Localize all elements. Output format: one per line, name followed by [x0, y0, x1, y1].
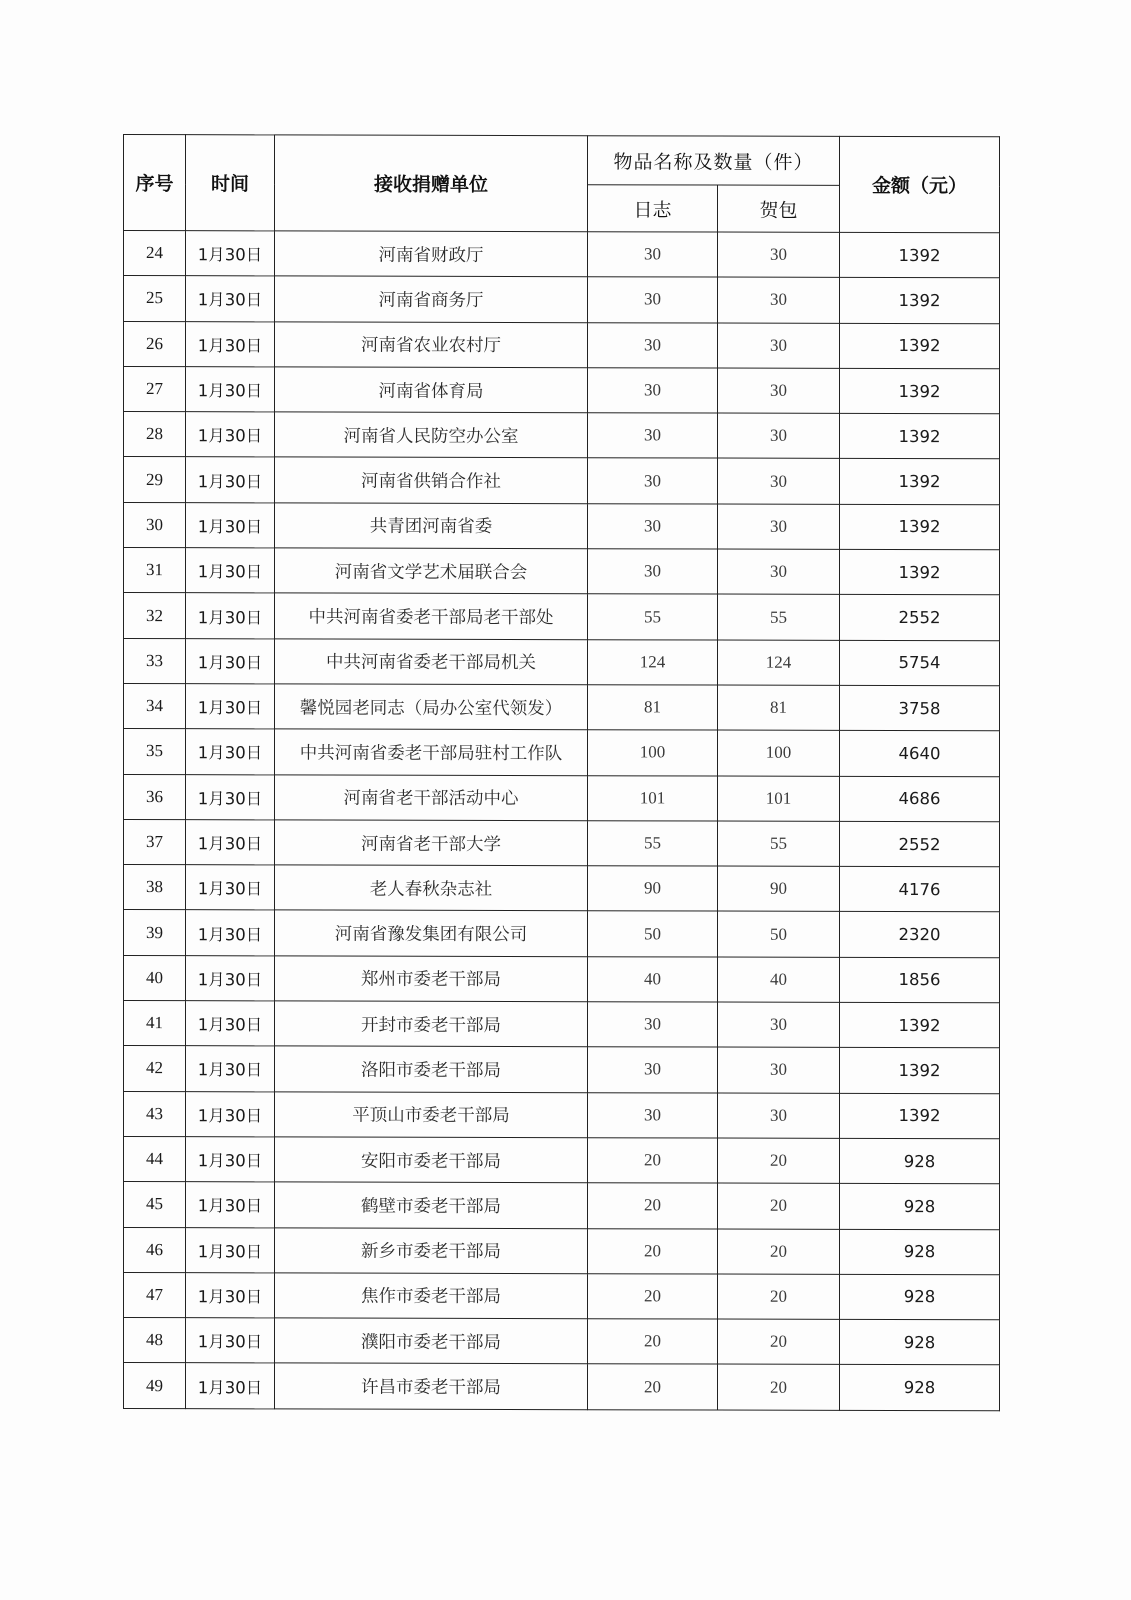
- cell-date: 1月30日: [186, 1046, 275, 1092]
- cell-qty-gift-pack: 20: [718, 1274, 840, 1320]
- cell-seq: 49: [124, 1363, 186, 1408]
- cell-amount: 928: [840, 1138, 1000, 1184]
- cell-qty-gift-pack: 101: [718, 776, 840, 822]
- cell-qty-gift-pack: 20: [718, 1364, 840, 1410]
- cell-qty-gift-pack: 30: [718, 1047, 840, 1093]
- cell-unit: 河南省文学艺术届联合会: [275, 548, 588, 594]
- cell-date: 1月30日: [186, 1091, 275, 1137]
- cell-qty-journal: 30: [588, 503, 718, 549]
- cell-date: 1月30日: [186, 684, 275, 730]
- cell-unit: 濮阳市委老干部局: [275, 1318, 588, 1364]
- cell-unit: 鹤壁市委老干部局: [275, 1182, 588, 1228]
- cell-seq: 27: [124, 366, 186, 411]
- header-item-journal: 日志: [588, 185, 718, 232]
- cell-unit: 平顶山市委老干部局: [275, 1092, 588, 1138]
- header-row-top: [124, 135, 1000, 186]
- cell-seq: 32: [124, 593, 186, 638]
- cell-date: 1月30日: [186, 321, 275, 367]
- cell-amount: 4686: [840, 776, 1000, 822]
- donation-table: [123, 134, 1000, 1411]
- cell-amount: 1392: [840, 549, 1000, 595]
- header-date: 时间: [186, 135, 275, 231]
- cell-unit: 安阳市委老干部局: [275, 1137, 588, 1183]
- cell-qty-journal: 100: [588, 730, 718, 776]
- cell-qty-gift-pack: 55: [718, 821, 840, 867]
- table-row: [124, 502, 1000, 550]
- cell-seq: 44: [124, 1136, 186, 1181]
- cell-date: 1月30日: [186, 955, 275, 1001]
- cell-qty-journal: 20: [588, 1364, 718, 1410]
- cell-qty-journal: 20: [588, 1138, 718, 1184]
- cell-qty-gift-pack: 30: [718, 1093, 840, 1139]
- cell-seq: 43: [124, 1091, 186, 1136]
- cell-qty-journal: 55: [588, 594, 718, 640]
- cell-qty-journal: 50: [588, 911, 718, 957]
- cell-seq: 30: [124, 502, 186, 547]
- table-row: [124, 1091, 1000, 1139]
- cell-unit: 河南省农业农村厅: [275, 321, 588, 367]
- cell-qty-gift-pack: 50: [718, 912, 840, 958]
- cell-unit: 新乡市委老干部局: [275, 1227, 588, 1273]
- table-header: [124, 135, 1000, 233]
- cell-amount: 2552: [840, 595, 1000, 641]
- cell-amount: 928: [840, 1229, 1000, 1275]
- table-row: [124, 955, 1000, 1003]
- table-row: [124, 1363, 1000, 1411]
- table-row: [124, 276, 1000, 324]
- cell-amount: 1392: [840, 232, 1000, 278]
- cell-seq: 33: [124, 638, 186, 683]
- cell-unit: 河南省商务厅: [275, 276, 588, 322]
- cell-seq: 31: [124, 548, 186, 593]
- cell-qty-journal: 20: [588, 1228, 718, 1274]
- cell-unit: 中共河南省委老干部局老干部处: [275, 593, 588, 639]
- cell-seq: 28: [124, 412, 186, 457]
- cell-qty-journal: 101: [588, 775, 718, 821]
- cell-amount: 928: [840, 1320, 1000, 1366]
- cell-qty-gift-pack: 124: [718, 640, 840, 686]
- cell-amount: 1392: [840, 1093, 1000, 1139]
- cell-amount: 1392: [840, 414, 1000, 460]
- cell-date: 1月30日: [186, 548, 275, 594]
- cell-date: 1月30日: [186, 865, 275, 911]
- cell-qty-journal: 30: [588, 1047, 718, 1093]
- cell-unit: 馨悦园老同志（局办公室代领发）: [275, 684, 588, 730]
- cell-qty-gift-pack: 90: [718, 866, 840, 912]
- cell-seq: 35: [124, 729, 186, 774]
- cell-seq: 39: [124, 910, 186, 955]
- cell-qty-gift-pack: 30: [718, 504, 840, 550]
- cell-qty-gift-pack: 30: [718, 323, 840, 369]
- cell-date: 1月30日: [186, 593, 275, 639]
- cell-qty-gift-pack: 81: [718, 685, 840, 731]
- cell-amount: 1392: [840, 1002, 1000, 1048]
- cell-qty-journal: 20: [588, 1183, 718, 1229]
- cell-unit: 河南省老干部大学: [275, 820, 588, 866]
- cell-qty-journal: 30: [588, 413, 718, 459]
- table-row: [124, 1272, 1000, 1320]
- cell-unit: 河南省豫发集团有限公司: [275, 910, 588, 956]
- cell-seq: 38: [124, 865, 186, 910]
- cell-amount: 4176: [840, 867, 1000, 913]
- header-seq: 序号: [124, 135, 186, 231]
- cell-qty-gift-pack: 20: [718, 1229, 840, 1275]
- cell-date: 1月30日: [186, 276, 275, 322]
- table-row: [124, 1318, 1000, 1366]
- cell-date: 1月30日: [186, 1318, 275, 1364]
- table-row: [124, 865, 1000, 913]
- table-row: [124, 819, 1000, 867]
- cell-date: 1月30日: [186, 502, 275, 548]
- table-row: [124, 1136, 1000, 1184]
- cell-qty-journal: 30: [588, 549, 718, 595]
- cell-qty-gift-pack: 30: [718, 1002, 840, 1048]
- cell-amount: 928: [840, 1365, 1000, 1411]
- cell-unit: 共青团河南省委: [275, 503, 588, 549]
- cell-amount: 1856: [840, 957, 1000, 1003]
- cell-amount: 4640: [840, 731, 1000, 777]
- cell-amount: 2320: [840, 912, 1000, 958]
- cell-unit: 老人春秋杂志社: [275, 865, 588, 911]
- cell-qty-journal: 20: [588, 1274, 718, 1320]
- header-amount: 金额（元）: [840, 136, 1000, 232]
- header-items-group: 物品名称及数量（件）: [588, 136, 840, 186]
- cell-amount: 1392: [840, 323, 1000, 369]
- cell-qty-gift-pack: 30: [718, 368, 840, 414]
- cell-seq: 29: [124, 457, 186, 502]
- cell-date: 1月30日: [186, 1272, 275, 1318]
- cell-qty-gift-pack: 100: [718, 730, 840, 776]
- table-row: [124, 910, 1000, 958]
- table-row: [124, 231, 1000, 279]
- cell-qty-journal: 30: [588, 232, 718, 278]
- cell-date: 1月30日: [186, 1137, 275, 1183]
- cell-qty-journal: 20: [588, 1319, 718, 1365]
- table-row: [124, 1182, 1000, 1230]
- cell-qty-journal: 30: [588, 277, 718, 323]
- cell-date: 1月30日: [186, 638, 275, 684]
- cell-date: 1月30日: [186, 367, 275, 413]
- cell-qty-journal: 30: [588, 322, 718, 368]
- header-unit: 接收捐赠单位: [275, 135, 588, 232]
- cell-seq: 24: [124, 231, 186, 276]
- cell-unit: 河南省供销合作社: [275, 457, 588, 503]
- cell-unit: 河南省体育局: [275, 367, 588, 413]
- cell-amount: 3758: [840, 685, 1000, 731]
- cell-amount: 1392: [840, 1048, 1000, 1094]
- cell-seq: 46: [124, 1227, 186, 1272]
- cell-qty-gift-pack: 20: [718, 1138, 840, 1184]
- cell-date: 1月30日: [186, 231, 275, 277]
- cell-date: 1月30日: [186, 820, 275, 866]
- table-row: [124, 548, 1000, 596]
- table-row: [124, 366, 1000, 414]
- cell-unit: 开封市委老干部局: [275, 1001, 588, 1047]
- cell-unit: 洛阳市委老干部局: [275, 1046, 588, 1092]
- cell-date: 1月30日: [186, 1363, 275, 1409]
- cell-seq: 42: [124, 1046, 186, 1091]
- cell-seq: 25: [124, 276, 186, 321]
- cell-seq: 36: [124, 774, 186, 819]
- cell-unit: 许昌市委老干部局: [275, 1363, 588, 1409]
- header-item-gift-pack: 贺包: [718, 185, 840, 232]
- table-row: [124, 457, 1000, 505]
- cell-qty-journal: 81: [588, 685, 718, 731]
- table-row: [124, 412, 1000, 460]
- table-row: [124, 683, 1000, 731]
- cell-qty-gift-pack: 55: [718, 594, 840, 640]
- cell-amount: 1392: [840, 504, 1000, 550]
- table-row: [124, 593, 1000, 641]
- cell-qty-journal: 90: [588, 866, 718, 912]
- cell-date: 1月30日: [186, 457, 275, 503]
- table-row: [124, 1046, 1000, 1094]
- cell-qty-journal: 30: [588, 458, 718, 504]
- cell-date: 1月30日: [186, 774, 275, 820]
- table-row: [124, 774, 1000, 822]
- cell-unit: 河南省老干部活动中心: [275, 774, 588, 820]
- cell-unit: 河南省财政厅: [275, 231, 588, 277]
- table-row: [124, 638, 1000, 686]
- cell-date: 1月30日: [186, 1182, 275, 1228]
- cell-amount: 1392: [840, 368, 1000, 414]
- cell-date: 1月30日: [186, 1227, 275, 1273]
- cell-seq: 37: [124, 819, 186, 864]
- cell-seq: 41: [124, 1001, 186, 1046]
- table-row: [124, 321, 1000, 369]
- table-row: [124, 1227, 1000, 1275]
- cell-qty-journal: 124: [588, 639, 718, 685]
- cell-qty-gift-pack: 30: [718, 232, 840, 278]
- cell-unit: 中共河南省委老干部局驻村工作队: [275, 729, 588, 775]
- cell-unit: 焦作市委老干部局: [275, 1273, 588, 1319]
- cell-amount: 928: [840, 1274, 1000, 1320]
- cell-qty-gift-pack: 40: [718, 957, 840, 1003]
- cell-qty-journal: 55: [588, 821, 718, 867]
- cell-date: 1月30日: [186, 910, 275, 956]
- cell-qty-gift-pack: 20: [718, 1319, 840, 1365]
- cell-seq: 34: [124, 683, 186, 728]
- cell-amount: 2552: [840, 821, 1000, 867]
- table-row: [124, 1001, 1000, 1049]
- cell-seq: 26: [124, 321, 186, 366]
- cell-amount: 928: [840, 1184, 1000, 1230]
- cell-amount: 1392: [840, 459, 1000, 505]
- cell-unit: 郑州市委老干部局: [275, 956, 588, 1002]
- cell-unit: 河南省人民防空办公室: [275, 412, 588, 458]
- cell-qty-gift-pack: 20: [718, 1183, 840, 1229]
- cell-seq: 48: [124, 1318, 186, 1363]
- cell-qty-gift-pack: 30: [718, 549, 840, 595]
- cell-seq: 45: [124, 1182, 186, 1227]
- table-body: [124, 231, 1000, 1411]
- cell-qty-journal: 30: [588, 1002, 718, 1048]
- cell-qty-journal: 30: [588, 1092, 718, 1138]
- cell-date: 1月30日: [186, 1001, 275, 1047]
- cell-qty-journal: 40: [588, 956, 718, 1002]
- table-row: [124, 729, 1000, 777]
- cell-amount: 1392: [840, 278, 1000, 324]
- cell-seq: 47: [124, 1272, 186, 1317]
- cell-qty-gift-pack: 30: [718, 277, 840, 323]
- cell-seq: 40: [124, 955, 186, 1000]
- cell-amount: 5754: [840, 640, 1000, 686]
- cell-date: 1月30日: [186, 412, 275, 458]
- cell-qty-journal: 30: [588, 368, 718, 414]
- cell-qty-gift-pack: 30: [718, 413, 840, 459]
- cell-unit: 中共河南省委老干部局机关: [275, 639, 588, 685]
- cell-qty-gift-pack: 30: [718, 459, 840, 505]
- cell-date: 1月30日: [186, 729, 275, 775]
